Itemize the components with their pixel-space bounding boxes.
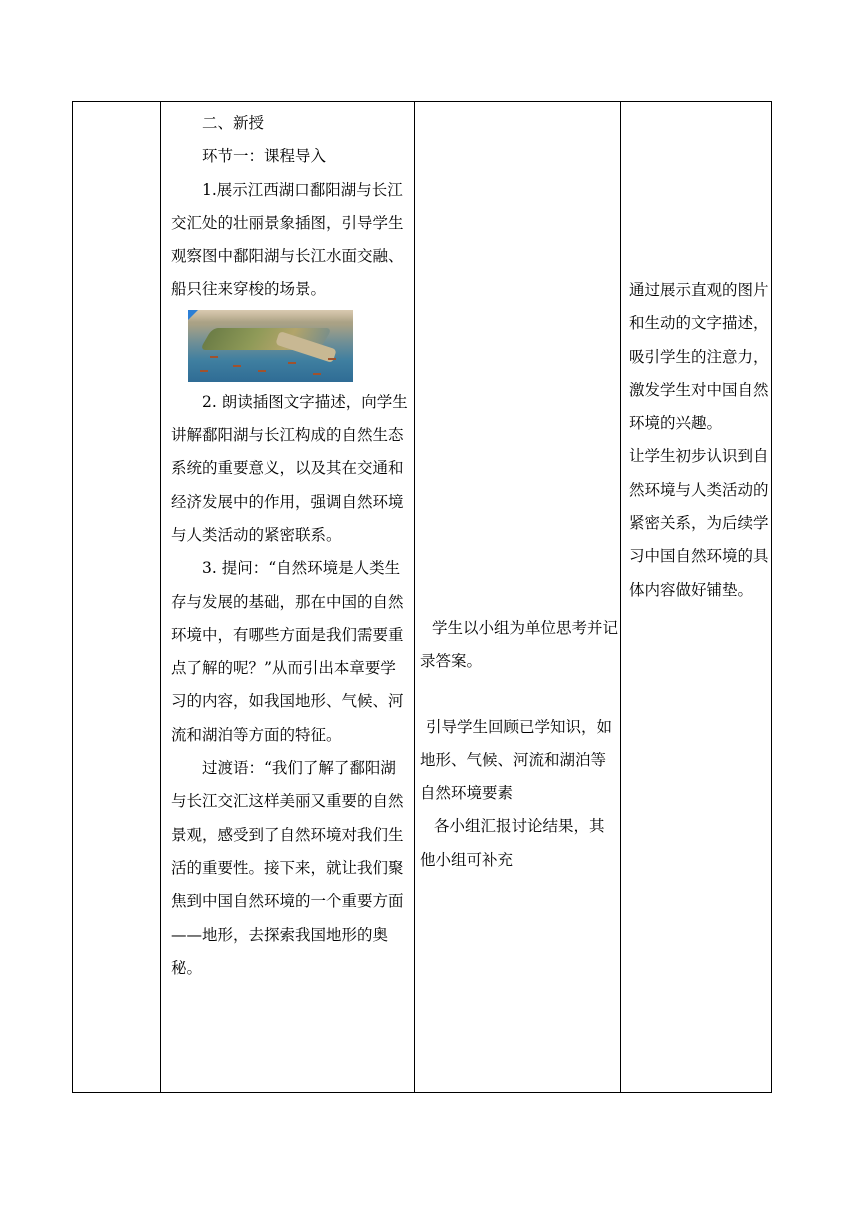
table-border-right [771, 101, 772, 1093]
stage-cell [73, 102, 160, 1092]
transition-text: 过渡语：“我们了解了鄱阳湖与长江交汇这样美丽又重要的自然景观，感受到了自然环境对我们生活的重要性。接下来，就让我们聚焦到中国自然环境的一个重要方面——地形，去探索我国地形的奥秘。 [171, 759, 404, 977]
step-2-text: 2. 朗读插图文字描述，向学生讲解鄱阳湖与长江构成的自然生态系统的重要意义，以及其在交通和经济发展中的作用，强调自然环境与人类活动的紧密联系。 [171, 392, 408, 544]
section-heading: 二、新授 [202, 114, 265, 132]
spacer [420, 679, 618, 711]
column-divider-3 [620, 101, 621, 1093]
column-divider-1 [160, 101, 161, 1093]
step-1-text: 1.展示江西湖口鄱阳湖与长江交汇处的壮丽景象插图，引导学生观察图中鄱阳湖与长江水面交融、船只往来穿梭的场景。 [171, 180, 404, 299]
design-intent-cell [629, 274, 771, 607]
column-divider-2 [414, 101, 415, 1093]
teacher-activity-cell [171, 107, 411, 985]
design-intent-2: 让学生初步认识到自然环境与人类活动的紧密关系，为后续学习中国自然环境的具体内容做好铺垫。 [629, 447, 769, 599]
student-activity-2: 引导学生回顾已学知识，如地形、气候、河流和湖泊等自然环境要素 [420, 717, 613, 803]
design-intent-1: 通过展示直观的图片和生动的文字描述，吸引学生的注意力，激发学生对中国自然环境的兴趣。 [629, 281, 769, 433]
section-title: 环节一：课程导入 [202, 147, 327, 166]
student-activity-3: 各小组汇报讨论结果，其他小组可补充 [420, 817, 605, 869]
step-3-text: 3. 提问：“自然环境是人类生存与发展的基础，那在中国的自然环境中，有哪些方面是我们需要重点了解的呢？”从而引出本章要学习的内容，如我国地形、气候、河流和湖泊等方面的特征。 [171, 559, 404, 744]
student-activity-cell [420, 612, 618, 877]
poyang-lake-illustration [188, 310, 353, 382]
student-activity-1: 学生以小组为单位思考并记录答案。 [420, 619, 619, 671]
